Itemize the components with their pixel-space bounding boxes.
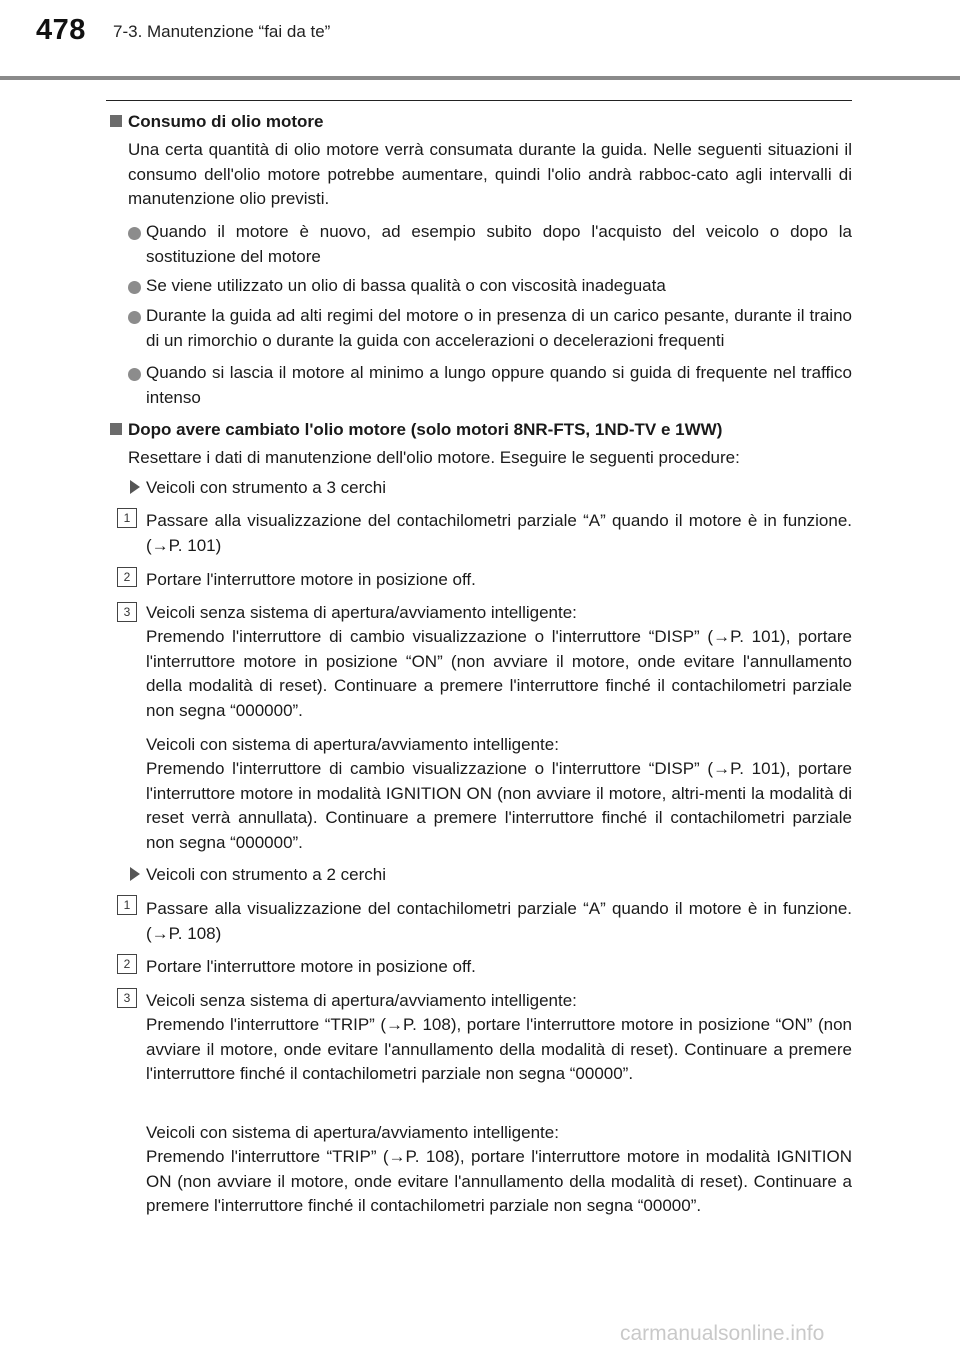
watermark: carmanualsonline.info <box>620 1322 825 1345</box>
section-intro-after-oil-change: Resettare i dati di manutenzione dell'olio motore. Eseguire le seguenti procedure: <box>128 448 740 467</box>
step-3b-title: Veicoli con sistema di apertura/avviamento intelligente: <box>146 1123 559 1142</box>
step-number-badge: 2 <box>117 954 137 974</box>
step-1-text: Passare alla visualizzazione del contachilometri parziale “A” quando il motore è in funzione. (→P. 101) <box>146 511 852 555</box>
step-3a-title: Veicoli senza sistema di apertura/avviamento intelligente: <box>146 991 577 1010</box>
bullet-icon <box>128 227 141 240</box>
section-heading-oil-consumption: Consumo di olio motore <box>128 112 324 131</box>
page-number: 478 <box>36 14 86 46</box>
bullet-icon <box>128 281 141 294</box>
step-1-text: Passare alla visualizzazione del contachilometri parziale “A” quando il motore è in funzione. (→P. 108) <box>146 899 852 943</box>
subsection-title-three-dial: Veicoli con strumento a 3 cerchi <box>146 478 387 497</box>
bullet-icon <box>128 311 141 324</box>
step-number-badge: 3 <box>117 988 137 1008</box>
step-number-badge: 1 <box>117 895 137 915</box>
step-3a-text: Premendo l'interruttore “TRIP” (→P. 108), portare l'interruttore motore in posizione “ON” (non avviare il motore, onde evitare l'annullamento della modalità di reset). Continuare a premere l'interruttore finché il contachilometri parziale non segna “00000”. <box>146 1015 852 1083</box>
chapter-title: 7-3. Manutenzione “fai da te” <box>113 22 331 41</box>
section-marker-icon <box>110 115 122 127</box>
bullet-item-4: Quando si lascia il motore al minimo a lungo oppure quando si guida di frequente nel traffico intenso <box>146 363 852 407</box>
step-3a-title: Veicoli senza sistema di apertura/avviamento intelligente: <box>146 603 577 622</box>
step-2-text: Portare l'interruttore motore in posizione off. <box>146 957 476 976</box>
bullet-item-2: Se viene utilizzato un olio di bassa qualità o con viscosità inadeguata <box>146 276 666 295</box>
step-number-badge: 1 <box>117 508 137 528</box>
section-marker-icon <box>110 423 122 435</box>
section-intro-oil-consumption: Una certa quantità di olio motore verrà consumata durante la guida. Nelle seguenti situazioni il consumo dell'olio motore potrebbe aumentare, quindi l'olio andrà rabboc-cato agli intervalli di manutenzione olio previsti. <box>128 140 852 208</box>
bullet-icon <box>128 368 141 381</box>
section-heading-after-oil-change: Dopo avere cambiato l'olio motore (solo motori 8NR-FTS, 1ND-TV e 1WW) <box>128 420 723 439</box>
triangle-pointer-icon <box>130 480 140 494</box>
subsection-title-two-dial: Veicoli con strumento a 2 cerchi <box>146 865 387 884</box>
step-number-badge: 2 <box>117 567 137 587</box>
step-3b-text: Premendo l'interruttore “TRIP” (→P. 108), portare l'interruttore motore in modalità IGNITION ON (non avviare il motore, onde evitare l'annullamento della modalità di reset). Continuare a premere l'interruttore finché il contachilometri parziale non segna “00000”. <box>146 1147 852 1215</box>
bullet-item-3: Durante la guida ad alti regimi del motore o in presenza di un carico pesante, durante il traino di un rimorchio o durante la guida con accelerazioni o decelerazioni frequenti <box>146 306 852 350</box>
step-3b-text: Premendo l'interruttore di cambio visualizzazione o l'interruttore “DISP” (→P. 101), portare l'interruttore motore in modalità IGNITION ON (non avviare il motore, altri-menti la modalità di reset verrà annullata). Continuare a premere l'interruttore finché il contachilometri parziale non segna “000000”. <box>146 759 852 852</box>
step-3a-text: Premendo l'interruttore di cambio visualizzazione o l'interruttore “DISP” (→P. 101), portare l'interruttore motore in posizione “ON” (non avviare il motore, onde evitare l'annullamento della modalità di reset). Continuare a premere l'interruttore finché il contachilometri parziale non segna “000000”. <box>146 627 852 720</box>
step-number-badge: 3 <box>117 602 137 622</box>
step-2-text: Portare l'interruttore motore in posizione off. <box>146 570 476 589</box>
step-3b-title: Veicoli con sistema di apertura/avviamento intelligente: <box>146 735 559 754</box>
triangle-pointer-icon <box>130 867 140 881</box>
bullet-item-1: Quando il motore è nuovo, ad esempio subito dopo l'acquisto del veicolo o dopo la sostituzione del motore <box>146 222 852 266</box>
